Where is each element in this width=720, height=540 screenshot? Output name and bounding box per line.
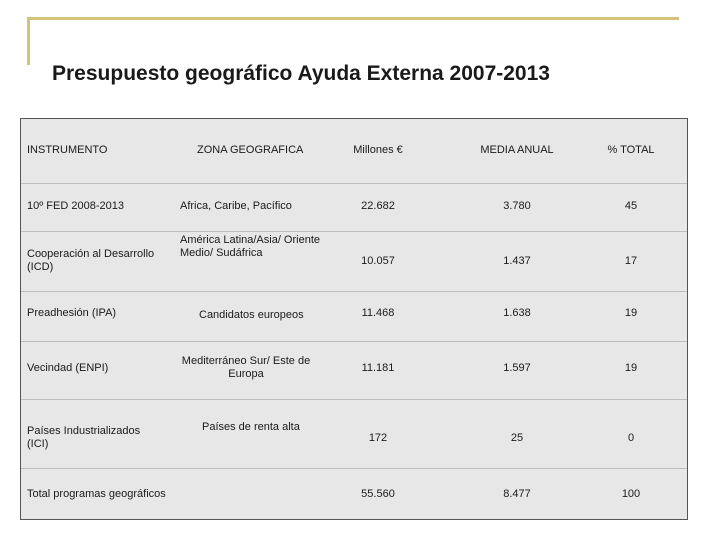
row-ici-instrumento: Países Industrializados (ICI) — [27, 425, 141, 450]
row-icd-zona: América Latina/Asia/ Oriente Medio/ Sudáfrica — [180, 234, 321, 259]
row-ipa-zona: Candidatos europeos — [199, 309, 304, 321]
row-enpi-media: 1.597 — [503, 362, 531, 374]
row-fed-total: 45 — [624, 200, 638, 212]
row-divider — [21, 341, 687, 342]
row-fed-zona: Africa, Caribe, Pacífico — [180, 200, 292, 212]
budget-table — [20, 118, 688, 520]
row-ipa-instrumento: Preadhesión (IPA) — [27, 307, 117, 319]
header-millones: Millones € — [353, 144, 403, 156]
row-ici-zona: Países de renta alta — [202, 421, 300, 433]
row-enpi-millones: 11.181 — [361, 362, 395, 374]
row-icd-millones: 10.057 — [361, 255, 395, 267]
page-title: Presupuesto geográfico Ayuda Externa 2007-2013 — [52, 62, 550, 85]
totals-millones: 55.560 — [361, 488, 395, 500]
row-divider — [21, 183, 687, 184]
row-enpi-total: 19 — [624, 362, 638, 374]
row-ici-total: 0 — [627, 432, 635, 444]
row-ipa-media: 1.638 — [503, 307, 531, 319]
row-divider — [21, 468, 687, 469]
row-icd-instrumento: Cooperación al Desarrollo (ICD) — [27, 248, 155, 273]
header-media-anual: MEDIA ANUAL — [480, 144, 554, 156]
totals-media: 8.477 — [503, 488, 531, 500]
totals-total: 100 — [621, 488, 641, 500]
row-ici-media: 25 — [510, 432, 524, 444]
row-divider — [21, 231, 687, 232]
totals-label: Total programas geográficos — [27, 488, 166, 500]
row-ipa-millones: 11.468 — [361, 307, 395, 319]
row-icd-total: 17 — [624, 255, 638, 267]
decorative-frame-top — [27, 17, 679, 20]
row-enpi-zona: Mediterráneo Sur/ Este de Europa — [181, 355, 311, 380]
header-instrumento: INSTRUMENTO — [27, 144, 108, 156]
row-divider — [21, 291, 687, 292]
row-ipa-total: 19 — [624, 307, 638, 319]
row-icd-media: 1.437 — [503, 255, 531, 267]
row-ici-millones: 172 — [368, 432, 388, 444]
row-fed-instrumento: 10º FED 2008-2013 — [27, 200, 124, 212]
row-fed-media: 3.780 — [503, 200, 531, 212]
row-enpi-instrumento: Vecindad (ENPI) — [27, 362, 109, 374]
row-fed-millones: 22.682 — [361, 200, 395, 212]
header-zona: ZONA GEOGRAFICA — [197, 144, 304, 156]
decorative-frame-left — [27, 17, 30, 65]
header-total: % TOTAL — [607, 144, 655, 156]
row-divider — [21, 399, 687, 400]
